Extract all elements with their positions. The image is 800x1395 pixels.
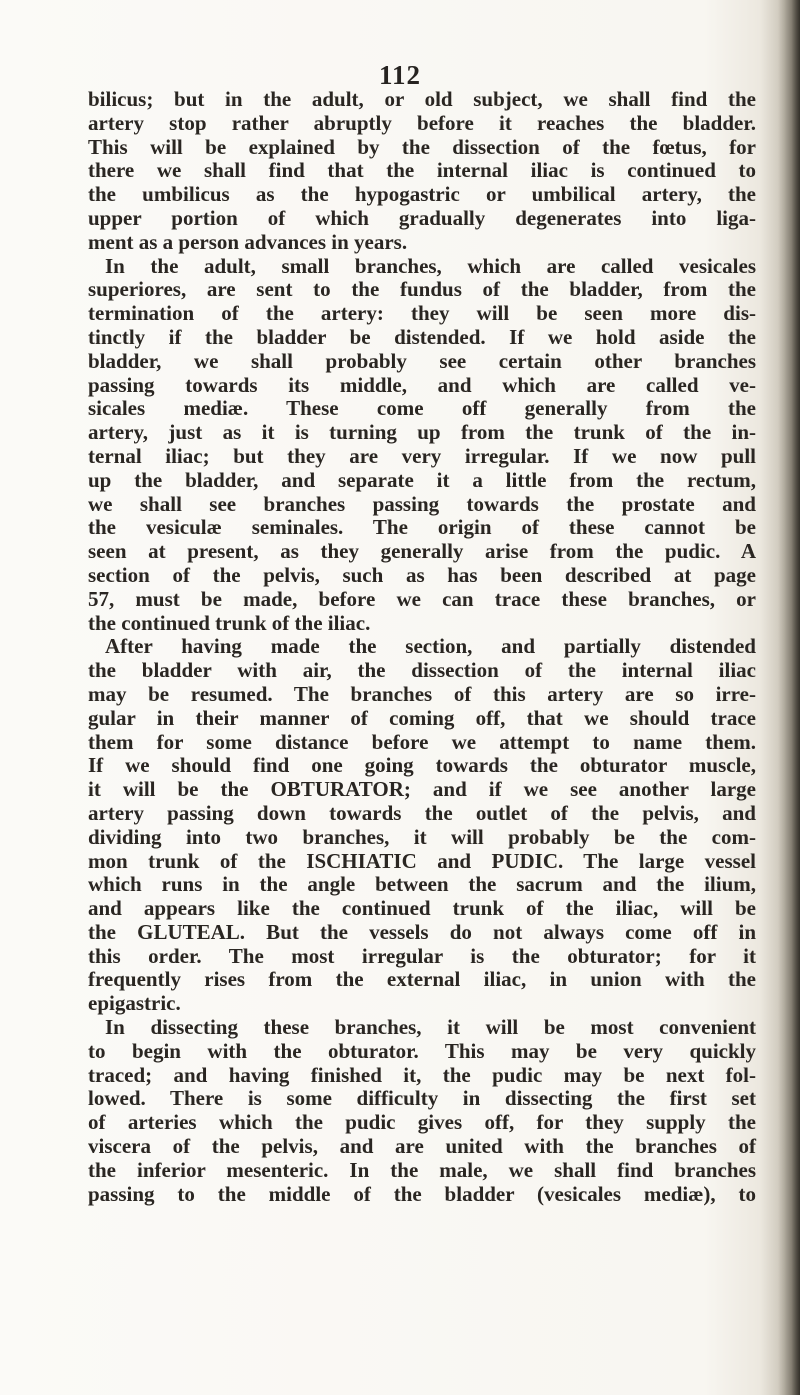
text-line: section of the pelvis, such as has been described at page <box>88 562 756 587</box>
text-line: sicales mediæ. These come off generally from the <box>88 396 756 421</box>
text-line: lowed. There is some difficulty in dissecting the first set <box>88 1086 756 1111</box>
text-line: may be resumed. The branches of this artery are so irre- <box>88 681 756 706</box>
page-number: 112 <box>378 60 421 90</box>
page-edge-shadow <box>778 0 800 1395</box>
text-line: the continued trunk of the iliac. <box>88 610 371 635</box>
text-line: seen at present, as they generally arise from the pudic. A <box>88 539 756 564</box>
text-line: In dissecting these branches, it will be most convenient <box>105 1015 756 1040</box>
text-line: upper portion of which gradually degenerates into liga- <box>88 205 756 230</box>
text-line: up the bladder, and separate it a little from the rectum, <box>88 467 756 492</box>
text-line: we shall see branches passing towards the prostate and <box>88 491 756 516</box>
text-line: to begin with the obturator. This may be very quickly <box>88 1038 756 1063</box>
text-line: passing to the middle of the bladder (vesicales mediæ), to <box>88 1181 756 1206</box>
text-line: ment as a person advances in years. <box>88 229 408 254</box>
text-line: this order. The most irregular is the obturator; for it <box>88 943 756 968</box>
text-line: tinctly if the bladder be distended. If we hold aside the <box>88 324 756 349</box>
text-line: the inferior mesenteric. In the male, we shall find branches <box>88 1157 756 1182</box>
text-line: epigastric. <box>88 991 181 1016</box>
text-line: viscera of the pelvis, and are united with the branches of <box>88 1134 756 1159</box>
text-line: and appears like the continued trunk of the iliac, will be <box>88 896 756 921</box>
text-line: of arteries which the pudic gives off, for they supply the <box>88 1110 756 1135</box>
text-line: superiores, are sent to the fundus of the bladder, from the <box>88 277 756 302</box>
text-line: ternal iliac; but they are very irregular. If we now pull <box>88 443 756 468</box>
text-line: there we shall find that the internal iliac is continued to <box>88 158 756 183</box>
text-line: artery stop rather abruptly before it reaches the bladder. <box>88 110 756 135</box>
text-line: the umbilicus as the hypogastric or umbilical artery, the <box>88 182 756 207</box>
text-line: traced; and having finished it, the pudic may be next fol- <box>88 1062 756 1087</box>
text-line: frequently rises from the external iliac, in union with the <box>88 967 756 992</box>
text-line: termination of the artery: they will be seen more dis- <box>88 301 756 326</box>
text-line: If we should find one going towards the obturator muscle, <box>88 753 756 778</box>
text-line: dividing into two branches, it will probably be the com- <box>88 824 756 849</box>
text-line: After having made the section, and partially distended <box>105 634 756 659</box>
body-text <box>88 88 756 1206</box>
text-line: 57, must be made, before we can trace these branches, or <box>88 586 756 611</box>
text-line: the vesiculæ seminales. The origin of these cannot be <box>88 515 756 540</box>
text-line: them for some distance before we attempt to name them. <box>88 729 756 754</box>
text-line: This will be explained by the dissection of the fœtus, for <box>88 134 756 159</box>
text-line: which runs in the angle between the sacrum and the ilium, <box>88 872 756 897</box>
text-line: artery, just as it is turning up from the trunk of the in- <box>88 420 756 445</box>
text-line: artery passing down towards the outlet of the pelvis, and <box>88 800 756 825</box>
text-line: passing towards its middle, and which are called ve- <box>88 372 756 397</box>
text-line: the GLUTEAL. But the vessels do not always come off in <box>88 919 756 944</box>
text-line: gular in their manner of coming off, that we should trace <box>88 705 756 730</box>
text-line: it will be the OBTURATOR; and if we see another large <box>88 777 756 802</box>
text-line: bilicus; but in the adult, or old subject, we shall find the <box>88 87 756 111</box>
text-line: bladder, we shall probably see certain other branches <box>88 348 756 373</box>
text-line: In the adult, small branches, which are called vesicales <box>105 253 756 278</box>
text-line: the bladder with air, the dissection of the internal iliac <box>88 658 756 683</box>
text-line: mon trunk of the ISCHIATIC and PUDIC. The large vessel <box>88 848 756 873</box>
